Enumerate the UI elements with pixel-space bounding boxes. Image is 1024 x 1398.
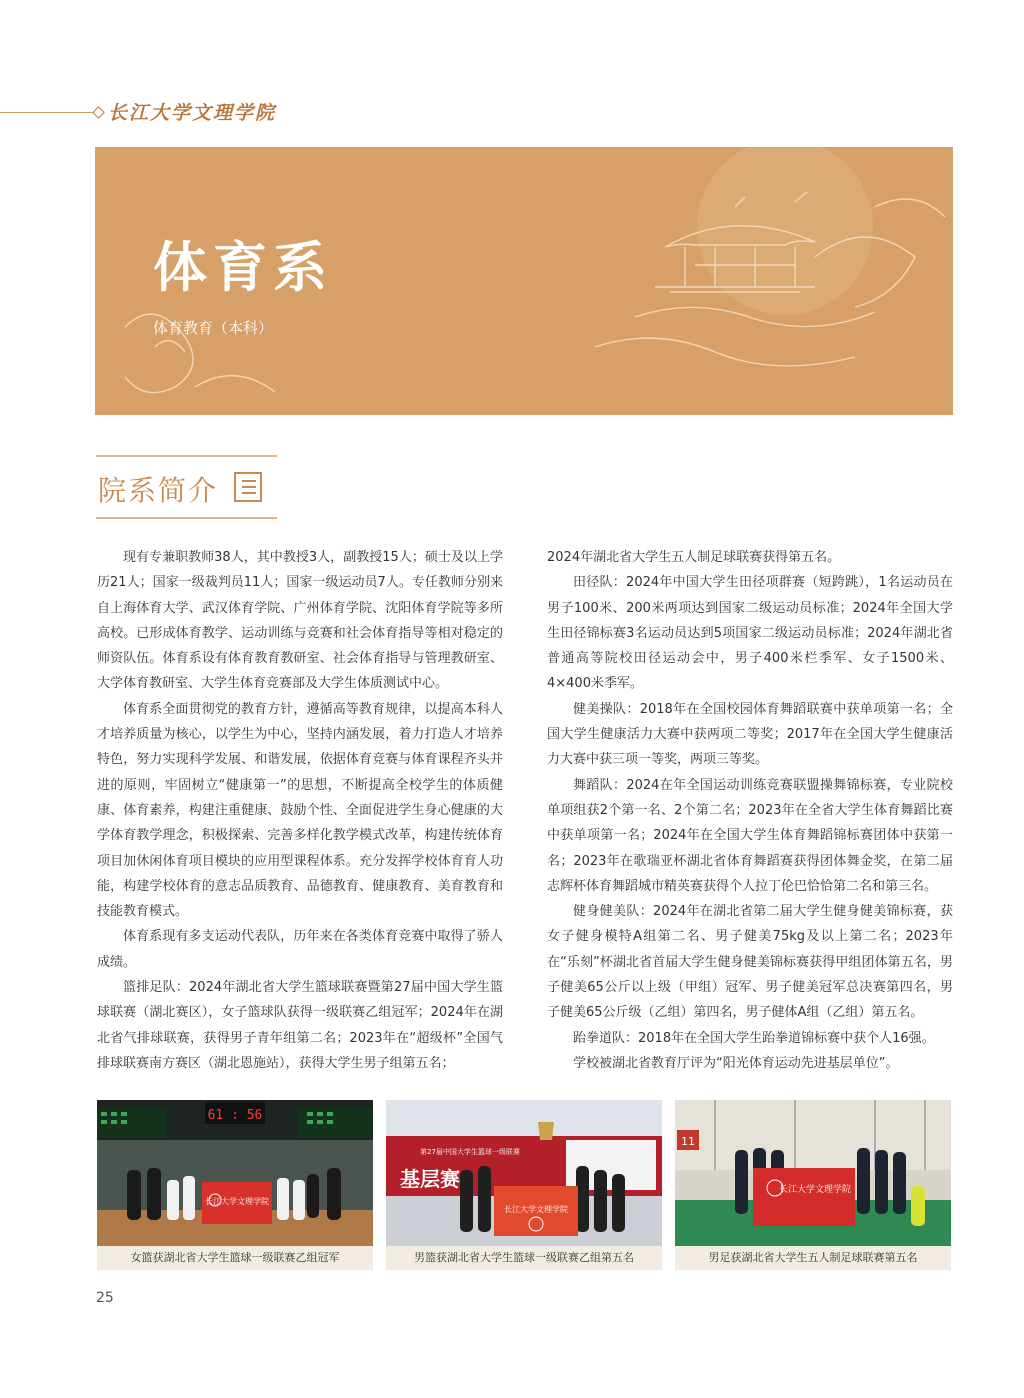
scoreboard-text: 61 : 56 bbox=[207, 1108, 263, 1123]
department-major: 体育教育（本科） bbox=[153, 319, 274, 337]
page-number: 25 bbox=[96, 1290, 114, 1306]
paragraph: 体育系全面贯彻党的教育方针，遵循高等教育规律，以提高本科人才培养质量为核心，以学生为中心，坚持内涵发展，着力打造人才培养特色，努力实现科学发展、和谐发展，依据体育竞赛与体育课程齐头并进的原则，牢固树立“健康第一”的思想，不断提高全校学生的体质健康、体育素养，构建注重健康、鼓励个性、全面促进学生身心健康的大学体育教学理念，积极探索、完善多样化教学模式改革，构建传统体育项目加休闲体育项目模块的应用型课程体系。充分发挥学校体育育人功能，构建学校体育的意志品质教育、品德教育、健康教育、美育教育和技能教育模式。 bbox=[97, 701, 503, 920]
paragraph: 跆拳道队：2018年在全国大学生跆拳道锦标赛中获个人16强。 bbox=[573, 1030, 935, 1046]
team-photo bbox=[97, 1100, 373, 1246]
wall-number: 11 bbox=[681, 1135, 695, 1148]
header-diamond-icon bbox=[92, 106, 105, 119]
paragraph: 体育系现有多支运动代表队，历年来在各类体育竞赛中取得了骄人成绩。 bbox=[97, 929, 503, 970]
paragraph: 现有专兼职教师38人，其中教授3人，副教授15人；硕士及以上学历21人；国家一级裁判员11人；国家一级运动员7人。专任教师分别来自上海体育大学、武汉体育学院、广州体育学院、沈阳体育学院等多所高校。已形成体育教学、运动训练与竞赛和社会体育指导等相对稳定的师资队伍。体育系设有体育教育教研室、社会体育指导与管理教研室、大学体育教研室、大学生体育竞赛部及大学生体质测试中心。 bbox=[97, 550, 503, 692]
intro-column-right bbox=[547, 545, 953, 1076]
paragraph: 田径队：2024年中国大学生田径项群赛（短跨跳），1名运动员在男子100米、200米两项达到国家二级运动员标准；2024年全国大学生田径锦标赛3名运动员达到5项国家二级运动员标准；2024年湖北省普通高等院校田径运动会中，男子400米栏季军、女子1500米、4×400米季军。 bbox=[547, 575, 953, 692]
intro-column-left bbox=[97, 545, 503, 1076]
photo-banner-text: 长江大学文理学院 bbox=[778, 1185, 852, 1195]
backdrop-subtitle: 第27届中国大学生篮球一级联赛 bbox=[420, 1148, 520, 1156]
header-rule bbox=[0, 112, 96, 113]
section-top-rule bbox=[96, 455, 277, 457]
paragraph: 篮排足队：2024年湖北省大学生篮球联赛暨第27届中国大学生篮球联赛（湖北赛区），女子篮球队获得一级联赛乙组冠军；2024年在湖北省气排球联赛，获得男子青年组第二名；2023年在“超级杯”全国气排球联赛南方赛区（湖北恩施站），获得大学生男子组第五名； bbox=[97, 980, 503, 1071]
team-photo bbox=[386, 1100, 662, 1246]
stage-scene bbox=[386, 1100, 662, 1246]
team-photo bbox=[675, 1100, 951, 1246]
paragraph: 舞蹈队：2024在年全国运动训练竞赛联盟操舞锦标赛，专业院校单项组获2个第一名、2个第二名；2023年在全省大学生体育舞蹈比赛中获单项第一名；2024年在全国大学生体育舞蹈锦标赛团体中获第一名；2023年在歌瑞亚杯湖北省体育舞蹈赛获得团体舞金奖，在第二届志辉杯体育舞蹈城市精英赛获得个人拉丁伦巴恰恰第二名和第三名。 bbox=[547, 777, 953, 894]
photo-mens-football bbox=[675, 1100, 951, 1270]
paragraph: 健身健美队：2024年在湖北省第二届大学生健身健美锦标赛，获女子健身模特A组第二名、男子健美75kg及以上第二名；2023年在“乐刻”杯湖北省首届大学生健身健美锦标赛获得甲组团体第五名，男子健美65公斤以上级（甲组）冠军、男子健美冠军总决赛第四名，男子健美65公斤级（乙组）第四名，男子健体A组（乙组）第五名。 bbox=[547, 904, 953, 1021]
list-icon bbox=[234, 472, 262, 502]
section-title: 院系简介 bbox=[98, 474, 219, 507]
photo-caption: 女篮获湖北省大学生篮球一级联赛乙组冠军 bbox=[130, 1251, 340, 1264]
photo-caption: 男篮获湖北省大学生篮球一级联赛乙组第五名 bbox=[414, 1251, 634, 1264]
department-banner bbox=[95, 147, 953, 415]
court-scene bbox=[675, 1100, 951, 1246]
paragraph: 健美操队：2018年在全国校园体育舞蹈联赛中获单项第一名；全国大学生健康活力大赛中获两项二等奖；2017年在全国大学生健康活力大赛中获三项一等奖，两项三等奖。 bbox=[547, 701, 953, 768]
college-logo-text: 长江大学文理学院 bbox=[108, 102, 277, 124]
department-title: 体育系 bbox=[153, 236, 333, 299]
backdrop-title: 基层赛 bbox=[400, 1167, 460, 1191]
photo-banner-text: 长江大学文理学院 bbox=[205, 1197, 269, 1206]
gym-scene bbox=[97, 1100, 373, 1246]
photo-mens-basketball bbox=[386, 1100, 662, 1270]
paragraph-continuation: 2024年湖北省大学生五人制足球联赛获得第五名。 bbox=[547, 550, 841, 565]
section-bottom-rule bbox=[96, 517, 277, 519]
photo-womens-basketball bbox=[97, 1100, 373, 1270]
section-heading bbox=[96, 455, 277, 519]
photo-caption: 男足获湖北省大学生五人制足球联赛第五名 bbox=[708, 1251, 918, 1264]
photo-banner-text: 长江大学文理学院 bbox=[504, 1205, 568, 1214]
paragraph: 学校被湖北省教育厅评为“阳光体育运动先进基层单位”。 bbox=[573, 1055, 899, 1071]
